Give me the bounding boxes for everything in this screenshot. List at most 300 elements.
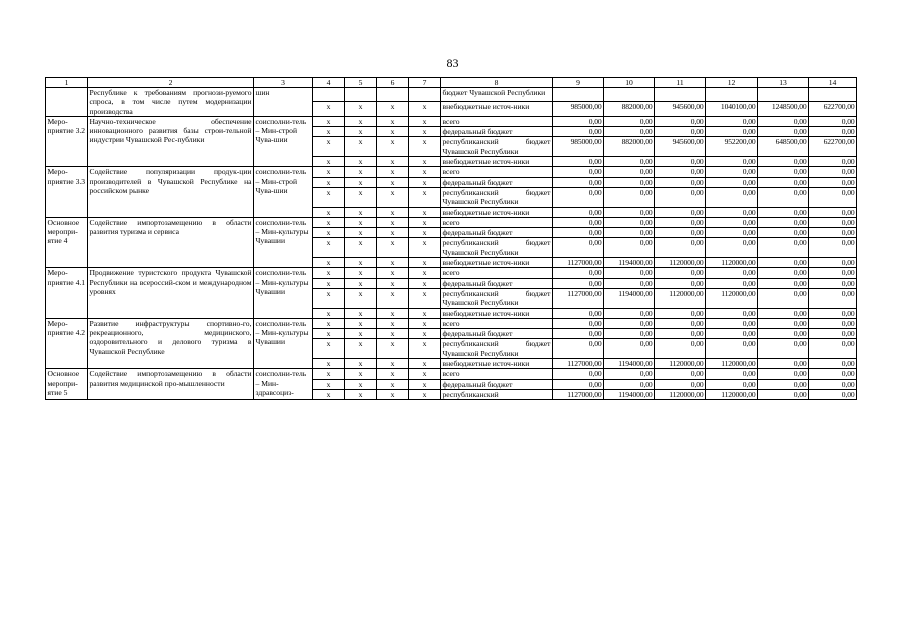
funding-source-cell: республиканский бюджет Чувашской Республики [442, 137, 551, 156]
funding-source-cell: внебюджетные источ-ники [441, 308, 553, 318]
measure-status-cell [46, 88, 88, 117]
budget-code-cell: x [313, 369, 345, 379]
budget-code-cell: x [345, 379, 377, 389]
amount-cell: 1127000,00 [553, 288, 604, 308]
budget-code-cell: x [377, 339, 409, 359]
measure-name-cell: Развитие инфраструктуры спортивно-го, рекреационного, медицинского, оздоровительного и делового туризма в Чувашской Республике [88, 318, 254, 368]
amount-cell: 882000,00 [604, 137, 655, 157]
budget-code-cell: x [409, 207, 441, 217]
amount-cell: 0,00 [553, 116, 604, 126]
amount-cell [604, 88, 655, 102]
amount-cell: 0,00 [758, 359, 809, 369]
amount-cell: 0,00 [809, 116, 857, 126]
budget-code-cell: x [409, 116, 441, 126]
budget-code-cell: x [313, 228, 345, 238]
amount-cell: 0,00 [809, 278, 857, 288]
column-number-cell: 9 [553, 78, 604, 88]
amount-cell: 0,00 [706, 308, 758, 318]
amount-cell: 1120000,00 [706, 288, 758, 308]
funding-source-cell: всего [441, 318, 553, 328]
budget-code-cell: x [377, 167, 409, 177]
amount-cell: 0,00 [553, 339, 604, 359]
budget-code-cell: x [313, 258, 345, 268]
executor-cell: соисполни-тель – Мин-культуры Чувашии [254, 217, 313, 267]
amount-cell: 1194000,00 [604, 258, 655, 268]
budget-code-cell: x [345, 238, 377, 258]
amount-cell: 0,00 [758, 369, 809, 379]
funding-source-cell: всего [441, 167, 553, 177]
funding-source-cell: внебюджетные источ-ники [441, 258, 553, 268]
amount-cell: 0,00 [758, 339, 809, 359]
amount-cell: 0,00 [706, 369, 758, 379]
budget-code-cell: x [345, 288, 377, 308]
amount-cell: 0,00 [553, 127, 604, 137]
amount-cell: 0,00 [809, 268, 857, 278]
column-number-cell: 8 [441, 78, 553, 88]
amount-cell: 0,00 [604, 329, 655, 339]
measure-status-cell: Меро-приятие 3.2 [46, 116, 88, 166]
amount-cell: 0,00 [758, 116, 809, 126]
budget-code-cell: x [409, 308, 441, 318]
amount-cell: 0,00 [758, 238, 809, 258]
budget-code-cell: x [409, 268, 441, 278]
funding-source-cell: республиканский бюджет Чувашской Республики [442, 339, 551, 358]
budget-code-cell: x [409, 339, 441, 359]
funding-source-cell: всего [441, 268, 553, 278]
budget-code-cell: x [345, 359, 377, 369]
amount-cell: 0,00 [553, 207, 604, 217]
amount-cell: 0,00 [758, 258, 809, 268]
amount-cell: 0,00 [604, 238, 655, 258]
amount-cell: 0,00 [758, 228, 809, 238]
column-number-cell: 14 [809, 78, 857, 88]
column-number-cell: 3 [254, 78, 313, 88]
amount-cell: 0,00 [655, 329, 706, 339]
measure-name-cell: Содействие популяризации продук-ции производителей в Чувашской Республике на российском рынке [88, 167, 254, 217]
column-number-cell: 1 [46, 78, 88, 88]
amount-cell: 0,00 [706, 238, 758, 258]
table-row [46, 268, 857, 278]
amount-cell: 882000,00 [604, 102, 655, 116]
amount-cell: 0,00 [604, 318, 655, 328]
measure-name-cell: Научно-техническое обеспечение инновационного развития базы строи-тельной индустрии Чувашской Рес-публики [88, 116, 254, 166]
budget-code-cell [345, 88, 377, 102]
amount-cell: 1120000,00 [655, 389, 706, 399]
amount-cell: 0,00 [553, 238, 604, 258]
amount-cell: 0,00 [604, 369, 655, 379]
funding-source-cell: федеральный бюджет [441, 127, 553, 137]
executor-cell: соисполни-тель – Мин-культуры Чувашии [254, 268, 313, 318]
budget-code-cell: x [377, 318, 409, 328]
budget-code-cell: x [345, 157, 377, 167]
amount-cell: 0,00 [706, 339, 758, 359]
funding-source-cell: республиканский [441, 389, 553, 399]
amount-cell: 0,00 [706, 187, 758, 207]
funding-source-cell: бюджет Чувашской Республики [441, 88, 553, 102]
amount-cell: 0,00 [809, 157, 857, 167]
budget-code-cell: x [345, 339, 377, 359]
executor-cell: шин [254, 88, 313, 117]
measure-status-cell: Меро-приятие 4.1 [46, 268, 88, 318]
budget-code-cell: x [345, 207, 377, 217]
amount-cell: 0,00 [809, 207, 857, 217]
amount-cell: 0,00 [604, 339, 655, 359]
amount-cell: 0,00 [604, 177, 655, 187]
amount-cell: 0,00 [758, 278, 809, 288]
budget-code-cell: x [409, 389, 441, 399]
amount-cell: 0,00 [758, 207, 809, 217]
amount-cell: 0,00 [604, 268, 655, 278]
amount-cell: 0,00 [706, 127, 758, 137]
budget-code-cell: x [377, 379, 409, 389]
budget-code-cell: x [313, 379, 345, 389]
budget-code-cell: x [313, 167, 345, 177]
budget-code-cell: x [313, 157, 345, 167]
amount-cell: 0,00 [655, 308, 706, 318]
amount-cell: 0,00 [758, 288, 809, 308]
measure-status-cell: Основное меропри-ятие 4 [46, 217, 88, 267]
amount-cell: 0,00 [809, 329, 857, 339]
executor-cell: соисполни-тель – Мин-культуры Чувашии [254, 318, 313, 368]
budget-code-cell: x [345, 258, 377, 268]
measure-name-cell: Республике к требованиям прогнози-руемого спроса, в том числе путем модернизации производства [89, 88, 252, 116]
table-row [46, 88, 857, 102]
budget-code-cell: x [409, 238, 441, 258]
budget-code-cell: x [313, 308, 345, 318]
amount-cell: 1120000,00 [706, 258, 758, 268]
amount-cell: 0,00 [553, 379, 604, 389]
funding-source-cell: всего [441, 217, 553, 227]
budget-code-cell: x [377, 258, 409, 268]
amount-cell: 0,00 [655, 238, 706, 258]
amount-cell: 0,00 [809, 379, 857, 389]
budget-code-cell: x [313, 137, 345, 157]
budget-code-cell: x [377, 278, 409, 288]
funding-source-cell: республиканский бюджет Чувашской Республики [442, 187, 551, 207]
budget-code-cell: x [345, 308, 377, 318]
budget-code-cell: x [313, 127, 345, 137]
budget-code-cell: x [409, 177, 441, 187]
budget-code-cell: x [313, 187, 345, 207]
measure-status-cell: Основное меропри-ятие 5 [46, 369, 88, 400]
budget-code-cell: x [345, 137, 377, 157]
budget-code-cell: x [377, 177, 409, 187]
amount-cell: 0,00 [706, 217, 758, 227]
amount-cell: 0,00 [604, 167, 655, 177]
funding-source-cell: республиканский бюджет Чувашской Республики [442, 288, 551, 308]
amount-cell: 0,00 [553, 308, 604, 318]
budget-code-cell: x [313, 238, 345, 258]
amount-cell: 0,00 [809, 359, 857, 369]
executor-cell: соисполни-тель – Мин-строй Чува-шии [254, 116, 313, 166]
funding-source-cell: республиканский бюджет Чувашской Республики [442, 238, 551, 257]
column-number-cell: 13 [758, 78, 809, 88]
amount-cell: 0,00 [604, 127, 655, 137]
budget-code-cell [409, 88, 441, 102]
amount-cell: 0,00 [706, 379, 758, 389]
budget-code-cell: x [377, 359, 409, 369]
budget-code-cell: x [377, 102, 409, 116]
amount-cell: 1120000,00 [655, 258, 706, 268]
column-number-cell: 4 [313, 78, 345, 88]
amount-cell: 945600,00 [655, 102, 706, 116]
budget-code-cell: x [409, 318, 441, 328]
budget-code-cell: x [345, 389, 377, 399]
table-row [46, 116, 857, 126]
amount-cell: 0,00 [553, 369, 604, 379]
budget-code-cell: x [409, 369, 441, 379]
budget-code-cell: x [313, 329, 345, 339]
amount-cell: 0,00 [553, 329, 604, 339]
executor-cell: соисполни-тель – Мин-строй Чува-шии [254, 167, 313, 217]
amount-cell: 0,00 [655, 228, 706, 238]
amount-cell: 0,00 [553, 217, 604, 227]
budget-code-cell: x [409, 288, 441, 308]
amount-cell: 0,00 [604, 217, 655, 227]
budget-code-cell: x [345, 278, 377, 288]
measure-name-cell: Содействие импортозамещению в области развития туризма и сервиса [88, 217, 254, 267]
amount-cell: 0,00 [655, 268, 706, 278]
budget-code-cell: x [313, 177, 345, 187]
budget-code-cell: x [345, 318, 377, 328]
amount-cell: 0,00 [809, 167, 857, 177]
budget-code-cell: x [377, 157, 409, 167]
amount-cell: 0,00 [758, 308, 809, 318]
budget-code-cell: x [377, 217, 409, 227]
funding-source-cell: федеральный бюджет [441, 228, 553, 238]
budget-code-cell: x [345, 167, 377, 177]
table-row [46, 167, 857, 177]
amount-cell: 0,00 [809, 127, 857, 137]
budget-code-cell: x [313, 278, 345, 288]
amount-cell: 0,00 [706, 116, 758, 126]
amount-cell: 0,00 [706, 167, 758, 177]
budget-code-cell: x [409, 167, 441, 177]
budget-code-cell: x [345, 217, 377, 227]
amount-cell: 1194000,00 [604, 359, 655, 369]
column-number-cell: 2 [88, 78, 254, 88]
amount-cell: 1120000,00 [706, 389, 758, 399]
budget-code-cell: x [313, 116, 345, 126]
budget-code-cell: x [313, 268, 345, 278]
amount-cell: 0,00 [706, 329, 758, 339]
funding-source-cell: федеральный бюджет [441, 278, 553, 288]
amount-cell [706, 88, 758, 102]
amount-cell: 0,00 [809, 217, 857, 227]
amount-cell [553, 88, 604, 102]
column-number-cell: 11 [655, 78, 706, 88]
budget-code-cell: x [377, 268, 409, 278]
budget-code-cell: x [377, 187, 409, 207]
budget-code-cell: x [377, 116, 409, 126]
budget-code-cell: x [409, 228, 441, 238]
amount-cell: 0,00 [758, 217, 809, 227]
amount-cell: 0,00 [655, 217, 706, 227]
amount-cell: 0,00 [655, 278, 706, 288]
budget-code-cell [377, 88, 409, 102]
amount-cell: 0,00 [809, 369, 857, 379]
amount-cell: 0,00 [809, 339, 857, 359]
amount-cell: 985000,00 [553, 102, 604, 116]
executor-cell: соисполни-тель – Мин-здравсоциз- [254, 369, 313, 400]
amount-cell: 1127000,00 [553, 258, 604, 268]
budget-code-cell: x [409, 258, 441, 268]
amount-cell: 0,00 [809, 258, 857, 268]
budget-code-cell: x [345, 369, 377, 379]
amount-cell: 1127000,00 [553, 359, 604, 369]
column-number-cell: 5 [345, 78, 377, 88]
table-row [46, 217, 857, 227]
budget-code-cell: x [409, 137, 441, 157]
amount-cell: 0,00 [553, 268, 604, 278]
amount-cell: 0,00 [655, 379, 706, 389]
budget-code-cell: x [377, 389, 409, 399]
amount-cell: 0,00 [604, 187, 655, 207]
budget-code-cell: x [345, 127, 377, 137]
budget-code-cell: x [345, 116, 377, 126]
budget-code-cell: x [409, 157, 441, 167]
funding-source-cell: внебюджетные источ-ники [441, 102, 553, 116]
amount-cell: 0,00 [553, 278, 604, 288]
amount-cell: 1120000,00 [655, 359, 706, 369]
amount-cell: 0,00 [706, 207, 758, 217]
page-number: 83 [446, 56, 459, 70]
amount-cell: 0,00 [604, 308, 655, 318]
amount-cell: 0,00 [604, 207, 655, 217]
amount-cell: 0,00 [809, 389, 857, 399]
column-number-cell: 7 [409, 78, 441, 88]
amount-cell: 952200,00 [706, 137, 758, 157]
budget-code-cell: x [409, 359, 441, 369]
amount-cell: 0,00 [604, 278, 655, 288]
amount-cell: 0,00 [655, 369, 706, 379]
amount-cell: 0,00 [758, 329, 809, 339]
amount-cell: 0,00 [706, 278, 758, 288]
amount-cell: 0,00 [553, 318, 604, 328]
budget-code-cell: x [409, 187, 441, 207]
amount-cell: 945600,00 [655, 137, 706, 157]
budget-code-cell: x [377, 238, 409, 258]
table-row [46, 369, 857, 379]
budget-code-cell: x [377, 228, 409, 238]
amount-cell: 0,00 [758, 318, 809, 328]
budget-code-cell: x [377, 329, 409, 339]
amount-cell: 0,00 [809, 288, 857, 308]
budget-code-cell: x [313, 217, 345, 227]
budget-code-cell: x [313, 288, 345, 308]
budget-code-cell: x [313, 102, 345, 116]
amount-cell: 1120000,00 [655, 288, 706, 308]
budget-code-cell: x [377, 127, 409, 137]
amount-cell: 0,00 [655, 127, 706, 137]
amount-cell: 0,00 [553, 187, 604, 207]
budget-code-cell: x [377, 137, 409, 157]
funding-source-cell: всего [441, 369, 553, 379]
measure-status-cell: Меро-приятие 3.3 [46, 167, 88, 217]
column-number-cell: 6 [377, 78, 409, 88]
measure-name-cell: Продвижение туристского продукта Чувашской Республики на всероссий-ском и международном уровнях [88, 268, 254, 318]
budget-code-cell: x [409, 278, 441, 288]
budget-code-cell: x [377, 288, 409, 308]
amount-cell: 0,00 [655, 187, 706, 207]
amount-cell: 1040100,00 [706, 102, 758, 116]
amount-cell: 1194000,00 [604, 389, 655, 399]
amount-cell: 0,00 [706, 177, 758, 187]
amount-cell: 0,00 [809, 187, 857, 207]
amount-cell: 0,00 [706, 228, 758, 238]
amount-cell: 0,00 [809, 238, 857, 258]
amount-cell: 0,00 [604, 116, 655, 126]
amount-cell: 0,00 [604, 157, 655, 167]
amount-cell: 0,00 [809, 177, 857, 187]
amount-cell: 1248500,00 [758, 102, 809, 116]
amount-cell: 0,00 [809, 228, 857, 238]
funding-table [45, 77, 857, 400]
amount-cell: 0,00 [758, 268, 809, 278]
budget-code-cell: x [345, 102, 377, 116]
amount-cell: 1127000,00 [553, 389, 604, 399]
amount-cell: 622700,00 [809, 102, 857, 116]
budget-code-cell: x [377, 308, 409, 318]
amount-cell: 0,00 [553, 167, 604, 177]
amount-cell: 0,00 [758, 127, 809, 137]
funding-source-cell: внебюджетные источ-ники [441, 157, 553, 167]
amount-cell: 0,00 [809, 308, 857, 318]
budget-code-cell: x [409, 217, 441, 227]
amount-cell: 0,00 [706, 318, 758, 328]
budget-code-cell: x [345, 268, 377, 278]
amount-cell: 0,00 [655, 207, 706, 217]
budget-code-cell: x [313, 389, 345, 399]
amount-cell: 1120000,00 [706, 359, 758, 369]
amount-cell: 0,00 [706, 268, 758, 278]
budget-code-cell: x [313, 359, 345, 369]
amount-cell [809, 88, 857, 102]
amount-cell: 622700,00 [809, 137, 857, 157]
amount-cell: 0,00 [758, 187, 809, 207]
budget-code-cell: x [409, 127, 441, 137]
funding-source-cell: внебюджетные источ-ники [441, 359, 553, 369]
table-row [46, 318, 857, 328]
amount-cell: 0,00 [553, 157, 604, 167]
budget-code-cell: x [345, 187, 377, 207]
amount-cell: 0,00 [706, 157, 758, 167]
amount-cell: 648500,00 [758, 137, 809, 157]
amount-cell [758, 88, 809, 102]
amount-cell: 0,00 [809, 318, 857, 328]
budget-code-cell: x [409, 379, 441, 389]
amount-cell: 0,00 [655, 318, 706, 328]
budget-code-cell [313, 88, 345, 102]
amount-cell: 0,00 [604, 228, 655, 238]
measure-name-cell: Содействие импортозамещению в области развития медицинской про-мышленности [88, 369, 254, 400]
budget-code-cell: x [345, 228, 377, 238]
budget-code-cell: x [313, 318, 345, 328]
funding-source-cell: внебюджетные источ-ники [441, 207, 553, 217]
amount-cell: 985000,00 [553, 137, 604, 157]
budget-code-cell: x [313, 339, 345, 359]
budget-code-cell: x [313, 207, 345, 217]
amount-cell: 0,00 [553, 177, 604, 187]
column-number-row [46, 78, 857, 88]
funding-source-cell: всего [441, 116, 553, 126]
amount-cell: 0,00 [655, 157, 706, 167]
budget-code-cell: x [409, 102, 441, 116]
amount-cell: 0,00 [758, 167, 809, 177]
measure-status-cell: Меро-приятие 4.2 [46, 318, 88, 368]
amount-cell: 0,00 [655, 116, 706, 126]
funding-source-cell: федеральный бюджет [441, 329, 553, 339]
